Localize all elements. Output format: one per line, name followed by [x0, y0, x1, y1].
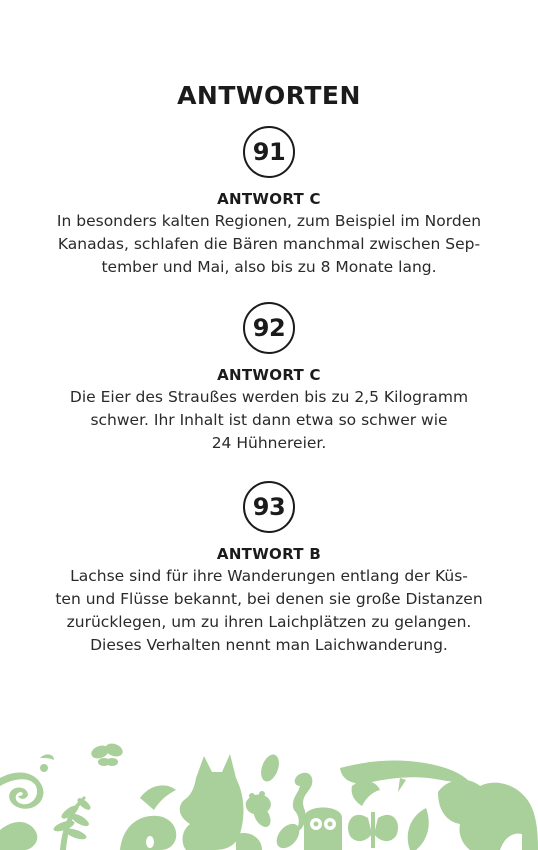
owl-icon [304, 808, 342, 850]
animal-silhouettes-decoration [0, 738, 538, 850]
leaf-icon [408, 808, 429, 850]
answer-number-badge: 91 [243, 126, 295, 178]
answer-text-line: Die Eier des Straußes werden bis zu 2,5 Kilogramm [69, 388, 469, 406]
answer-text-line: tember und Mai, also bis zu 8 Monate lang. [101, 258, 437, 276]
answer-text [0, 386, 538, 455]
answer-block-93 [0, 481, 538, 657]
butterfly-icon [89, 741, 124, 766]
answer-text-line: Lachse sind für ihre Wanderungen entlang der Küs- [70, 567, 468, 585]
fern-icon [52, 796, 92, 850]
answer-block-92 [0, 302, 538, 455]
lizard-icon [0, 772, 43, 850]
butterfly-icon [348, 812, 398, 848]
answer-text [0, 210, 538, 279]
answer-number-badge: 92 [243, 302, 295, 354]
frog-icon [246, 791, 271, 815]
answer-text-line: 24 Hühnereier. [211, 434, 327, 452]
answer-text-line: In besonders kalten Regionen, zum Beispiel im Norden [56, 212, 482, 230]
answer-text-line: zurücklegen, um zu ihren Laichplätzen zu gelangen. [66, 613, 472, 631]
answer-label: ANTWORT C [217, 190, 321, 208]
answer-number-badge: 93 [243, 481, 295, 533]
answer-label: ANTWORT B [216, 545, 322, 563]
answer-text-line: Kanadas, schlafen die Bären manchmal zwischen Sep- [57, 235, 481, 253]
answer-block-91 [0, 126, 538, 279]
monkey-icon [438, 780, 538, 850]
answer-label: ANTWORT C [217, 366, 321, 384]
answer-text-line: ten und Flüsse bekannt, bei denen sie große Distanzen [55, 590, 483, 608]
answer-text-line: schwer. Ihr Inhalt ist dann etwa so schwer wie [90, 411, 448, 429]
answer-text-line: Dieses Verhalten nennt man Laichwanderung. [90, 636, 448, 654]
page-title: ANTWORTEN [177, 81, 361, 110]
answer-text [0, 565, 538, 657]
